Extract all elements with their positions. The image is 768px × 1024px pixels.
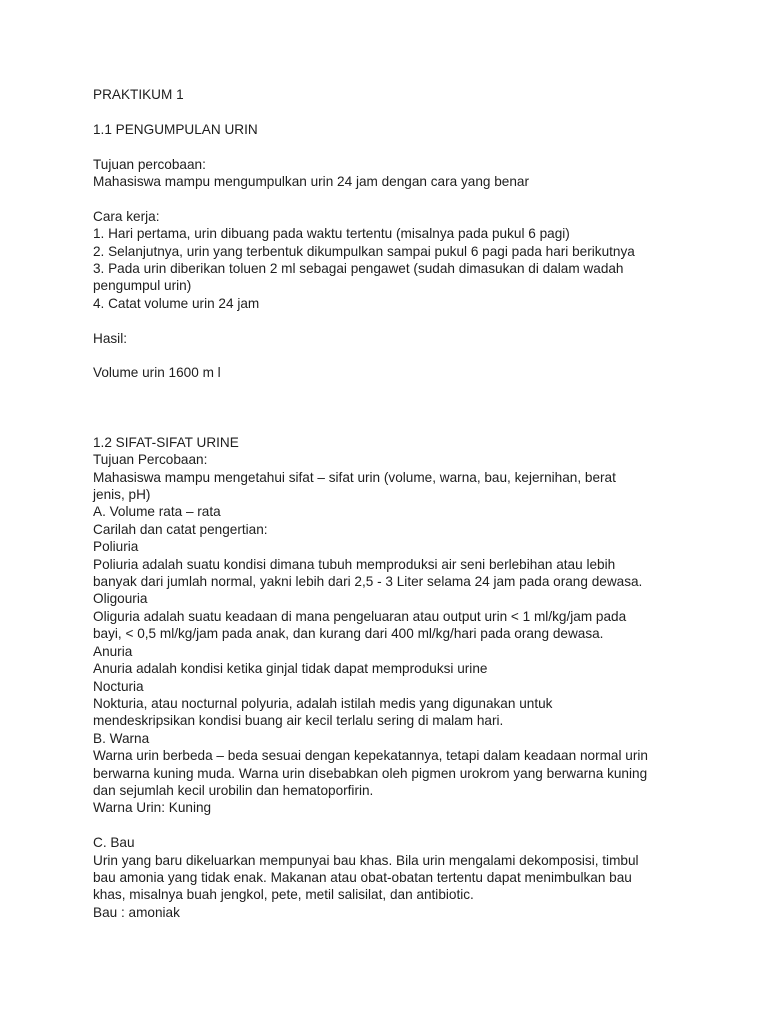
nocturia-definition: Nokturia, atau nocturnal polyuria, adalah istilah medis yang digunakan untuk — [93, 695, 553, 711]
spacer — [93, 138, 693, 155]
document-page — [93, 86, 693, 921]
s2-tujuan-text: Mahasiswa mampu mengetahui sifat – sifat urin (volume, warna, bau, kejernihan, berat — [93, 469, 616, 485]
bau-description: bau amonia yang tidak enak. Makanan atau obat-obatan tertentu dapat menimbulkan bau — [93, 869, 632, 885]
warna-description: Warna urin berbeda – beda sesuai dengan kepekatannya, tetapi dalam keadaan normal urin — [93, 748, 648, 764]
subsection-c-heading: C. Bau — [93, 835, 135, 851]
s1-tujuan-label: Tujuan percobaan: — [93, 156, 206, 172]
warna-description: berwarna kuning muda. Warna urin disebabkan oleh pigmen urokrom yang berwarna kuning — [93, 765, 648, 781]
section-1-heading: 1.1 PENGUMPULAN URIN — [93, 121, 258, 137]
spacer — [93, 347, 693, 364]
nocturia-term: Nocturia — [93, 678, 144, 694]
warna-result: Warna Urin: Kuning — [93, 800, 212, 816]
s1-step: 2. Selanjutnya, urin yang terbentuk dikumpulkan sampai pukul 6 pagi pada hari berikutnya — [93, 243, 635, 259]
poliuria-definition: banyak dari jumlah normal, yakni lebih dari 2,5 - 3 Liter selama 24 jam pada orang dewasa. — [93, 574, 643, 590]
spacer — [93, 382, 693, 434]
anuria-definition: Anuria adalah kondisi ketika ginjal tidak dapat memproduksi urine — [93, 661, 488, 677]
spacer — [93, 103, 693, 120]
spacer — [93, 312, 693, 329]
bau-description: Urin yang baru dikeluarkan mempunyai bau khas. Bila urin mengalami dekomposisi, timbul — [93, 852, 639, 868]
s1-step: 1. Hari pertama, urin dibuang pada waktu tertentu (misalnya pada pukul 6 pagi) — [93, 226, 570, 242]
warna-description: dan sejumlah kecil urobilin dan hematoporfirin. — [93, 782, 374, 798]
anuria-term: Anuria — [93, 643, 133, 659]
bau-description: khas, misalnya buah jengkol, pete, metil salisilat, dan antibiotic. — [93, 887, 474, 903]
poliuria-definition: Poliuria adalah suatu kondisi dimana tubuh memproduksi air seni berlebihan atau lebih — [93, 556, 616, 572]
subsection-a-heading: A. Volume rata – rata — [93, 504, 221, 520]
s1-step: pengumpul urin) — [93, 278, 192, 294]
s1-step: 3. Pada urin diberikan toluen 2 ml sebagai pengawet (sudah dimasukan di dalam wadah — [93, 261, 624, 277]
oligouria-term: Oligouria — [93, 591, 148, 607]
oligouria-definition: bayi, < 0,5 ml/kg/jam pada anak, dan kurang dari 400 ml/kg/hari pada orang dewasa. — [93, 626, 604, 642]
s1-tujuan-text: Mahasiswa mampu mengumpulkan urin 24 jam dengan cara yang benar — [93, 174, 530, 189]
a-instruction: Carilah dan catat pengertian: — [93, 521, 268, 537]
s2-tujuan-label: Tujuan Percobaan: — [93, 452, 208, 468]
section-2-heading: 1.2 SIFAT-SIFAT URINE — [93, 434, 239, 450]
s1-cara-label: Cara kerja: — [93, 208, 160, 224]
s1-hasil-label: Hasil: — [93, 330, 127, 346]
bau-result: Bau : amoniak — [93, 904, 180, 920]
nocturia-definition: mendeskripsikan kondisi buang air kecil terlalu sering di malam hari. — [93, 713, 504, 729]
s2-tujuan-text: jenis, pH) — [93, 487, 151, 503]
spacer — [93, 190, 693, 207]
document-title: PRAKTIKUM 1 — [93, 87, 184, 102]
s1-step: 4. Catat volume urin 24 jam — [93, 295, 260, 311]
s1-hasil-value: Volume urin 1600 m l — [93, 365, 221, 381]
subsection-b-heading: B. Warna — [93, 730, 150, 746]
oligouria-definition: Oliguria adalah suatu keadaan di mana pengeluaran atau output urin < 1 ml/kg/jam pada — [93, 608, 627, 624]
spacer — [93, 817, 693, 834]
poliuria-term: Poliuria — [93, 539, 139, 555]
